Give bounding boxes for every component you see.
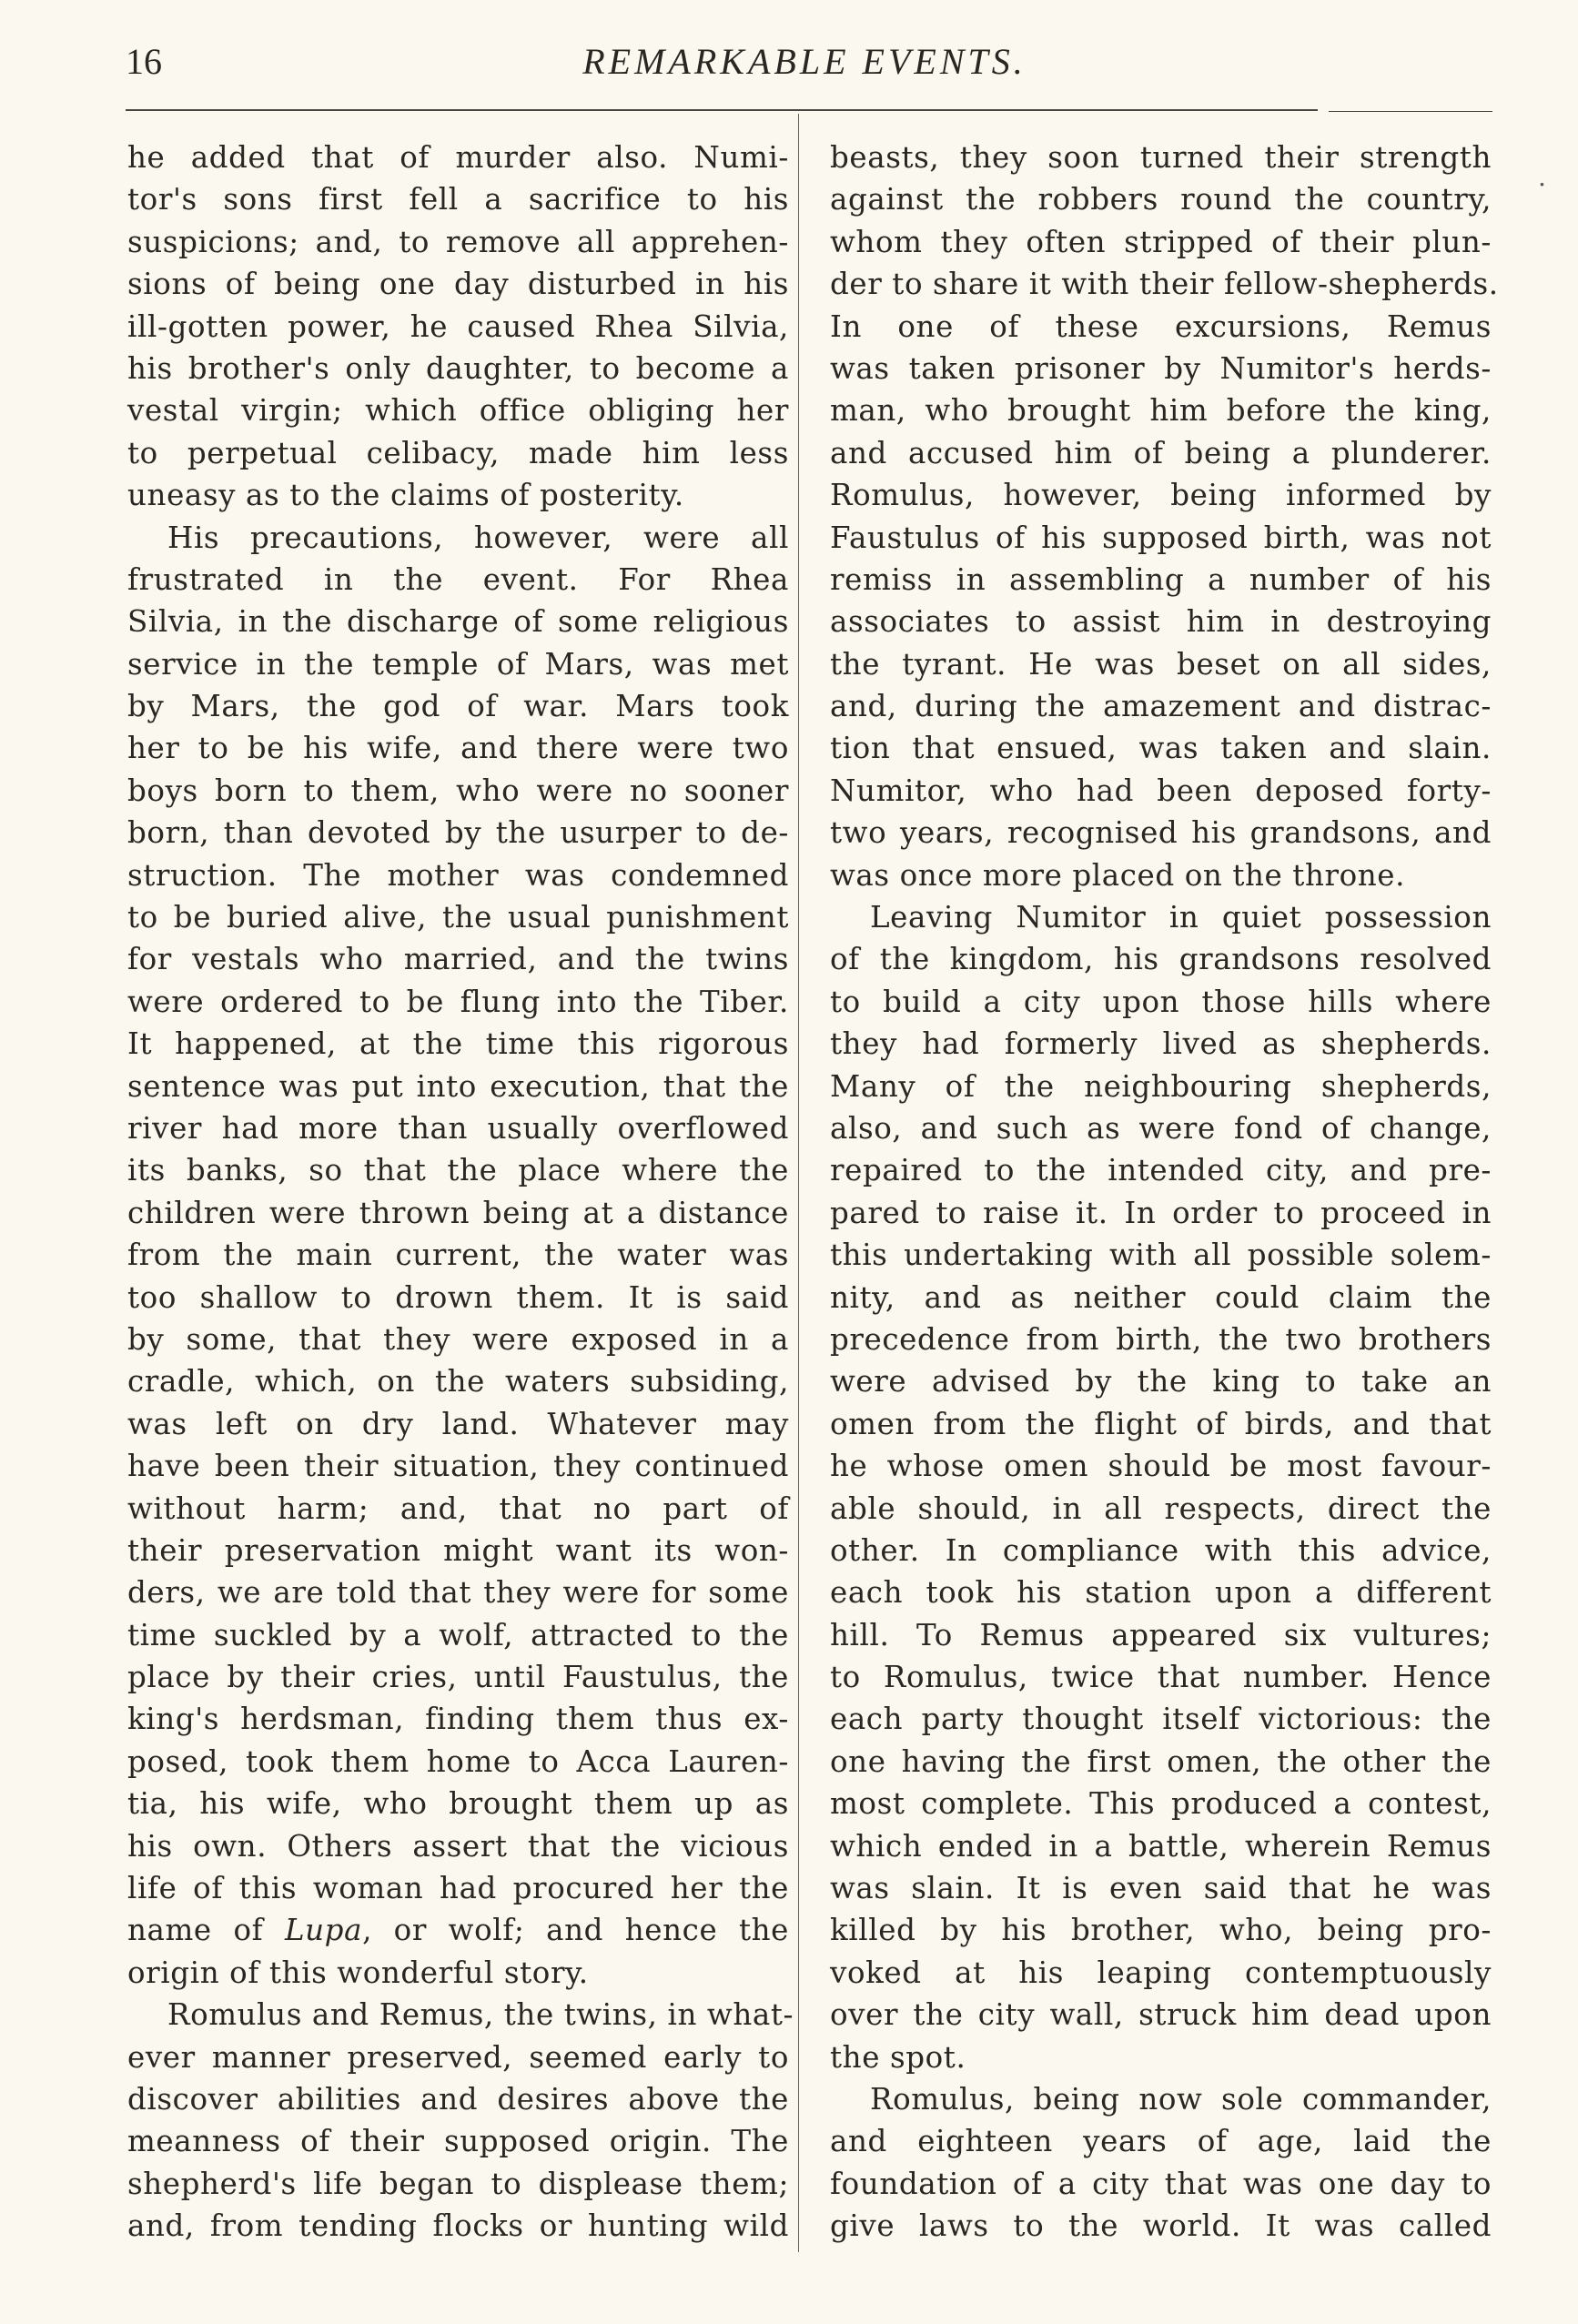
page-number: 16 <box>126 41 162 82</box>
stray-mark: . <box>1538 162 1546 192</box>
text-line: Numitor, who had been deposed forty- <box>830 773 1492 808</box>
text-line: voked at his leaping contemptuously <box>830 1955 1492 1990</box>
text-line: for vestals who married, and the twins <box>127 942 789 977</box>
text-line: omen from the flight of birds, and that <box>830 1406 1492 1441</box>
text-line: pared to raise it. In order to proceed in <box>830 1195 1492 1230</box>
text-line: one having the first omen, the other the <box>830 1743 1492 1779</box>
text-line: remiss in assembling a number of his <box>830 561 1492 597</box>
text-line: her to be his wife, and there were two <box>127 731 789 766</box>
text-line: hill. To Remus appeared six vultures; <box>830 1617 1492 1652</box>
text-line: Silvia, in the discharge of some religious <box>127 604 789 640</box>
text-line: by some, that they were exposed in a <box>127 1321 789 1357</box>
running-title: REMARKABLE EVENTS. <box>582 41 1027 82</box>
text-line: was slain. It is even said that he was <box>830 1871 1492 1906</box>
text-line: over the city wall, struck him dead upon <box>830 1997 1492 2033</box>
text-line: king's herdsman, finding them thus ex- <box>127 1702 789 1737</box>
text-line: was taken prisoner by Numitor's herds- <box>830 350 1492 386</box>
text-line: Many of the neighbouring shepherds, <box>830 1068 1492 1104</box>
text-line: sentence was put into execution, that the <box>127 1068 789 1104</box>
text-line: vestal virgin; which office obliging her <box>127 393 789 429</box>
text-line: beasts, they soon turned their strength <box>830 140 1492 175</box>
left-column <box>127 136 794 2248</box>
text-line: posed, took them home to Acca Lauren- <box>127 1743 789 1779</box>
text-line: His precautions, however, were all <box>167 520 789 555</box>
page-header <box>122 40 1487 95</box>
text-line: whom they often stripped of their plun- <box>830 224 1492 259</box>
text-line: each party thought itself victorious: the <box>830 1702 1492 1737</box>
text-line: cradle, which, on the waters subsiding, <box>127 1364 789 1399</box>
text-line: tor's sons first fell a sacrifice to his <box>127 182 789 217</box>
text-line: discover abilities and desires above the <box>127 2081 789 2117</box>
text-line: service in the temple of Mars, was met <box>127 646 789 682</box>
text-line: was left on dry land. Whatever may <box>127 1406 789 1441</box>
text-line: man, who brought him before the king, <box>830 393 1492 429</box>
text-line: and, from tending flocks or hunting wild <box>127 2208 789 2244</box>
text-line: Leaving Numitor in quiet possession <box>870 900 1492 935</box>
text-line: name of Lupa, or wolf; and hence the <box>127 1913 789 1948</box>
header-rule <box>126 109 1318 111</box>
right-column <box>830 136 1499 2248</box>
text-line: they had formerly lived as shepherds. <box>830 1026 1492 1062</box>
text-line: have been their situation, they continued <box>127 1449 789 1484</box>
text-line: to be buried alive, the usual punishment <box>127 900 789 935</box>
text-line: to Romulus, twice that number. Hence <box>830 1660 1492 1695</box>
text-line: tia, his wife, who brought them up as <box>127 1786 789 1822</box>
text-line: other. In compliance with this advice, <box>830 1532 1492 1568</box>
text-line: place by their cries, until Faustulus, the <box>127 1660 789 1695</box>
text-line: born, than devoted by the usurper to de- <box>127 815 789 851</box>
text-line: meanness of their supposed origin. The <box>127 2124 789 2159</box>
header-rule-right <box>1329 111 1492 112</box>
text-line: It happened, at the time this rigorous <box>127 1026 789 1062</box>
text-line: also, and such as were fond of change, <box>830 1110 1492 1146</box>
text-line: Romulus, however, being informed by <box>830 478 1492 513</box>
text-line: ill-gotten power, he caused Rhea Silvia, <box>127 308 789 344</box>
text-line: Romulus, being now sole commander, <box>870 2081 1492 2117</box>
text-line: uneasy as to the claims of posterity. <box>127 478 684 513</box>
text-line: ders, we are told that they were for some <box>127 1575 789 1611</box>
text-line: from the main current, the water was <box>127 1238 789 1273</box>
text-line: which ended in a battle, wherein Remus <box>830 1828 1492 1864</box>
text-line: this undertaking with all possible solem- <box>830 1238 1492 1273</box>
text-line: his own. Others assert that the vicious <box>127 1828 789 1864</box>
text-line: and eighteen years of age, laid the <box>830 2124 1492 2159</box>
text-line: repaired to the intended city, and pre- <box>830 1153 1492 1188</box>
text-line: boys born to them, who were no sooner <box>127 773 789 808</box>
text-line: time suckled by a wolf, attracted to the <box>127 1617 789 1652</box>
text-line: killed by his brother, who, being pro- <box>830 1913 1492 1948</box>
text-line: Romulus and Remus, the twins, in what- <box>167 1997 794 2033</box>
text-line: life of this woman had procured her the <box>127 1871 789 1906</box>
text-line: associates to assist him in destroying <box>830 604 1492 640</box>
text-line: shepherd's life began to displease them; <box>127 2166 789 2201</box>
text-line: able should, in all respects, direct the <box>830 1490 1492 1526</box>
text-line: against the robbers round the country, <box>830 182 1492 217</box>
text-line: sions of being one day disturbed in his <box>127 267 789 302</box>
text-line: In one of these excursions, Remus <box>830 308 1492 344</box>
text-line: was once more placed on the throne. <box>830 857 1406 893</box>
text-line: by Mars, the god of war. Mars took <box>127 689 789 724</box>
text-line: to perpetual celibacy, made him less <box>127 435 789 470</box>
text-line: his brother's only daughter, to become a <box>127 350 789 386</box>
text-line: the tyrant. He was beset on all sides, <box>830 646 1492 682</box>
text-line: river had more than usually overflowed <box>127 1110 789 1146</box>
text-line: tion that ensued, was taken and slain. <box>830 731 1492 766</box>
text-line: and accused him of being a plunderer. <box>830 435 1492 470</box>
text-line: origin of this wonderful story. <box>127 1955 589 1990</box>
text-line: were ordered to be flung into the Tiber. <box>127 984 789 1019</box>
text-line: nity, and as neither could claim the <box>830 1279 1492 1315</box>
text-line: suspicions; and, to remove all apprehen- <box>127 224 789 259</box>
text-line: were advised by the king to take an <box>830 1364 1492 1399</box>
text-line: der to share it with their fellow-shepherds. <box>830 267 1499 302</box>
text-line: foundation of a city that was one day to <box>830 2166 1492 2201</box>
text-line: their preservation might want its won- <box>127 1532 789 1568</box>
text-line: children were thrown being at a distance <box>127 1195 789 1230</box>
text-line: Faustulus of his supposed birth, was not <box>830 520 1492 555</box>
text-line: frustrated in the event. For Rhea <box>127 561 789 597</box>
text-line: without harm; and, that no part of <box>127 1490 789 1526</box>
text-line: he whose omen should be most favour- <box>830 1449 1492 1484</box>
text-line: give laws to the world. It was called <box>830 2208 1492 2244</box>
text-line: of the kingdom, his grandsons resolved <box>830 942 1492 977</box>
text-line: struction. The mother was condemned <box>127 857 789 893</box>
text-line: too shallow to drown them. It is said <box>127 1279 789 1315</box>
text-line: the spot. <box>830 2039 966 2075</box>
text-line: to build a city upon those hills where <box>830 984 1492 1019</box>
text-line: ever manner preserved, seemed early to <box>127 2039 789 2075</box>
text-line: each took his station upon a different <box>830 1575 1492 1611</box>
text-line: precedence from birth, the two brothers <box>830 1321 1492 1357</box>
column-divider <box>798 114 799 2252</box>
text-line: and, during the amazement and distrac- <box>830 689 1492 724</box>
text-line: two years, recognised his grandsons, and <box>830 815 1492 851</box>
text-line: most complete. This produced a contest, <box>830 1786 1492 1822</box>
text-line: he added that of murder also. Numi- <box>127 140 789 175</box>
text-line: its banks, so that the place where the <box>127 1153 789 1188</box>
